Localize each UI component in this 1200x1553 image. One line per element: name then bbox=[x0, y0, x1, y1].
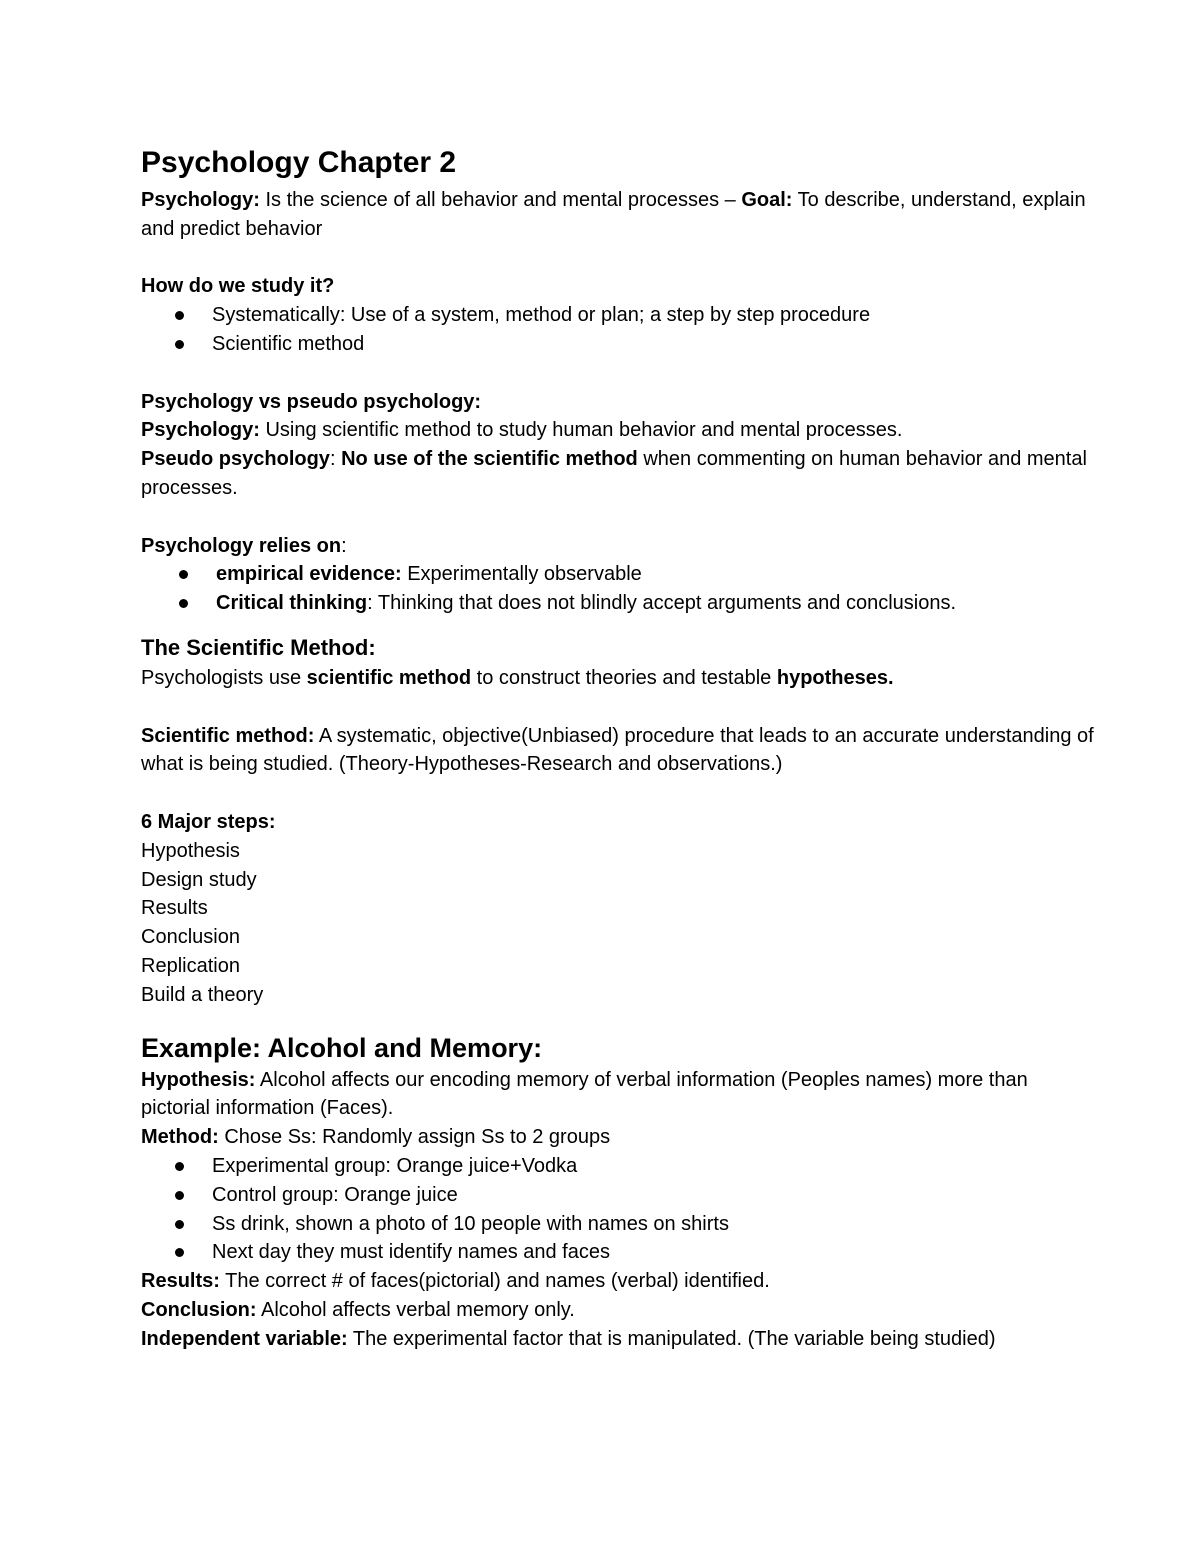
method-paragraph bbox=[141, 1123, 1101, 1152]
hypothesis-term: Hypothesis: bbox=[141, 1068, 256, 1091]
hypothesis-paragraph bbox=[141, 1066, 1101, 1124]
conclusion-paragraph bbox=[141, 1296, 1101, 1325]
definition-text: A systematic, objective(Unbiased) procedure that leads to an accurate understanding of what is being studied. (Theory-Hypotheses-Research and observations.) bbox=[141, 724, 1094, 776]
list-item: Scientific method bbox=[141, 330, 1101, 359]
iv-term: Independent variable: bbox=[141, 1327, 348, 1350]
pseudo-text: when commenting on human behavior and mental processes. bbox=[141, 448, 1087, 499]
page-title: Psychology Chapter 2 bbox=[141, 146, 457, 179]
intro-paragraph bbox=[141, 186, 1101, 244]
relies-heading bbox=[141, 532, 1101, 561]
list-item: Next day they must identify names and faces bbox=[141, 1238, 1101, 1267]
method-term: Method: bbox=[141, 1126, 219, 1149]
scientific-method-heading: The Scientific Method: bbox=[141, 634, 376, 660]
study-heading bbox=[141, 272, 1101, 301]
vs-heading bbox=[141, 388, 1101, 417]
method-list bbox=[141, 1152, 1101, 1267]
pseudo-definition bbox=[141, 445, 1101, 503]
intro-term: Psychology: bbox=[141, 189, 260, 211]
list-item-term: empirical evidence: bbox=[216, 563, 402, 586]
step-item: Design study bbox=[141, 868, 257, 891]
independent-variable-paragraph bbox=[141, 1325, 1101, 1354]
psychology-definition bbox=[141, 416, 1101, 445]
intro-bold: hypotheses. bbox=[776, 666, 894, 689]
list-item: Control group: Orange juice bbox=[141, 1181, 1101, 1210]
step-item: Hypothesis bbox=[141, 839, 240, 862]
scientific-method-intro bbox=[141, 664, 1101, 693]
pseudo-colon: : bbox=[329, 448, 342, 471]
list-item-term: Critical thinking bbox=[216, 592, 368, 615]
intro-text: Is the science of all behavior and mental processes – bbox=[259, 189, 742, 211]
vs-heading-text: Psychology vs pseudo psychology: bbox=[141, 390, 482, 413]
list-item: Experimental group: Orange juice+Vodka bbox=[141, 1152, 1101, 1181]
list-item: Ss drink, shown a photo of 10 people with names on shirts bbox=[141, 1210, 1101, 1239]
pseudo-bold: No use of the scientific method bbox=[341, 448, 638, 471]
goal-text: To describe, understand, explain and predict behavior bbox=[141, 189, 1086, 240]
study-heading-text: How do we study it? bbox=[141, 275, 335, 298]
intro-part: Psychologists use bbox=[141, 666, 307, 689]
step-item: Results bbox=[141, 897, 208, 920]
list-item: Systematically: Use of a system, method or plan; a step by step procedure bbox=[141, 301, 1101, 330]
goal-term: Goal: bbox=[741, 189, 793, 211]
results-term: Results: bbox=[141, 1270, 220, 1293]
pseudo-term: Pseudo psychology bbox=[141, 448, 330, 471]
results-text: The correct # of faces(pictorial) and names (verbal) identified. bbox=[219, 1270, 770, 1293]
intro-bold: scientific method bbox=[306, 666, 472, 689]
study-list bbox=[141, 301, 1101, 359]
list-item bbox=[141, 560, 1101, 589]
conclusion-term: Conclusion: bbox=[141, 1298, 257, 1321]
definition-term: Scientific method: bbox=[141, 724, 315, 747]
steps-heading-text: 6 Major steps: bbox=[141, 810, 276, 833]
results-paragraph bbox=[141, 1267, 1101, 1296]
example-heading: Example: Alcohol and Memory: bbox=[141, 1032, 543, 1063]
intro-part: to construct theories and testable bbox=[471, 666, 777, 689]
hypothesis-text: Alcohol affects our encoding memory of verbal information (Peoples names) more than pictorial information (Faces). bbox=[141, 1068, 1028, 1120]
scientific-method-definition bbox=[141, 722, 1101, 780]
psychology-text: Using scientific method to study human behavior and mental processes. bbox=[259, 419, 903, 442]
step-item: Conclusion bbox=[141, 926, 240, 949]
method-text: Chose Ss: Randomly assign Ss to 2 groups bbox=[218, 1126, 611, 1149]
relies-list bbox=[141, 560, 1101, 618]
list-item bbox=[141, 589, 1101, 618]
relies-heading-text: Psychology relies on bbox=[141, 534, 342, 557]
psychology-term: Psychology: bbox=[141, 419, 260, 442]
iv-text: The experimental factor that is manipulated. (The variable being studied) bbox=[347, 1327, 996, 1350]
relies-colon: : bbox=[341, 534, 347, 557]
step-item: Replication bbox=[141, 954, 240, 977]
list-item-text: Experimentally observable bbox=[401, 563, 642, 586]
conclusion-text: Alcohol affects verbal memory only. bbox=[256, 1298, 575, 1321]
list-item-text: : Thinking that does not blindly accept arguments and conclusions. bbox=[367, 592, 957, 615]
document-page bbox=[141, 140, 1101, 1353]
step-item: Build a theory bbox=[141, 983, 264, 1006]
steps-heading bbox=[141, 808, 1101, 837]
